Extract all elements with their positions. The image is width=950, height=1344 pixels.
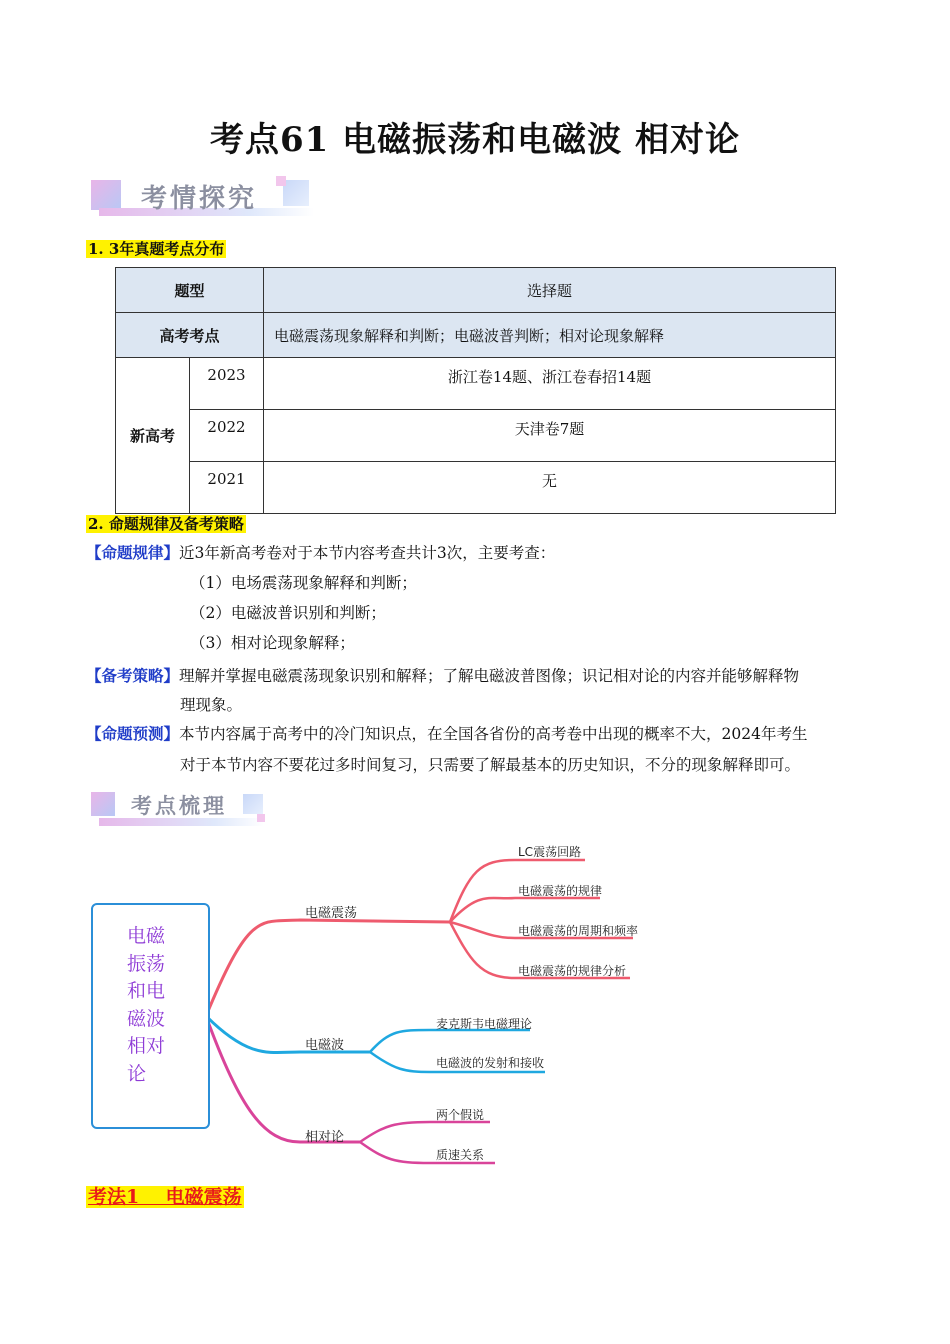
- exam-distribution-table: [115, 267, 836, 514]
- connector-leaf: [360, 1122, 490, 1142]
- banner-small-square: [257, 814, 265, 822]
- table-group-label: 新高考: [116, 358, 190, 514]
- method-heading: 考法1 电磁震荡: [88, 1186, 242, 1208]
- table-year: 2021: [190, 462, 264, 514]
- forecast-text-continued: 对于本节内容不要花过多时间复习，只需要了解最基本的历史知识，不分的现象解释即可。: [180, 756, 801, 774]
- table-year-value: 浙江卷14题、浙江卷春招14题: [264, 358, 836, 410]
- banner-square: [243, 794, 263, 814]
- strategy-text: 理解并掌握电磁震荡现象识别和解释；了解电磁波普图像；识记相对论的内容并能够解释物: [179, 667, 800, 685]
- rule-item: （1）电场震荡现象解释和判断；: [190, 574, 417, 592]
- table-points-label: 高考考点: [116, 313, 264, 358]
- central-node-label: 电磁振荡和电磁波相对论: [127, 925, 166, 1085]
- forecast-tag: 【命题预测】: [86, 724, 180, 743]
- section-banner-exam-analysis: [91, 178, 316, 218]
- page-title: 考点61 电磁振荡和电磁波 相对论: [210, 120, 740, 160]
- branch-label: 电磁震荡: [305, 906, 358, 921]
- leaf-label: 电磁波的发射和接收: [436, 1056, 545, 1070]
- table-year-value: 无: [264, 462, 836, 514]
- connector-electromagnetic-wave: [206, 1016, 370, 1053]
- leaf-label: 两个假说: [436, 1108, 485, 1122]
- leaf-label: 麦克斯韦电磁理论: [436, 1017, 533, 1031]
- branch-label: 电磁波: [305, 1038, 345, 1053]
- table-header-label: 题型: [116, 268, 264, 313]
- banner-decoration: [91, 792, 115, 816]
- table-year: 2023: [190, 358, 264, 410]
- table-points-value: 电磁震荡现象解释和判断；电磁波普判断；相对论现象解释: [264, 313, 836, 358]
- rule-tag: 【命题规律】: [86, 543, 180, 562]
- rule-item: （2）电磁波普识别和判断；: [190, 604, 386, 622]
- leaf-label: 电磁震荡的规律分析: [518, 964, 627, 978]
- table-year-value: 天津卷7题: [264, 410, 836, 462]
- banner-title: 考点梳理: [131, 794, 227, 818]
- banner-small-square: [276, 176, 286, 186]
- table-header-value: 选择题: [264, 268, 836, 313]
- leaf-label: 电磁震荡的周期和频率: [518, 924, 639, 938]
- strategy-paragraph: [86, 661, 886, 691]
- leaf-label: LC震荡回路: [518, 845, 582, 859]
- rule-paragraph: [86, 538, 876, 568]
- connector-electromagnetic-oscillation: [206, 920, 450, 1016]
- branch-label: 相对论: [305, 1130, 345, 1145]
- forecast-paragraph: [86, 719, 886, 749]
- strategy-tag: 【备考策略】: [86, 666, 180, 685]
- section-heading-distribution: 1. 3年真题考点分布: [88, 240, 225, 258]
- leaf-label: 质速关系: [436, 1148, 485, 1162]
- section-heading-strategy: 2. 命题规律及备考策略: [88, 515, 244, 533]
- rule-item: （3）相对论现象解释；: [190, 634, 355, 652]
- rule-text: 近3年新高考卷对于本节内容考查共计3次，主要考查：: [179, 544, 556, 562]
- banner-decoration: [91, 180, 121, 210]
- banner-square: [283, 180, 309, 206]
- section-banner-knowledge-map: [91, 790, 271, 830]
- banner-title: 考情探究: [141, 184, 258, 214]
- leaf-label: 电磁震荡的规律: [518, 884, 603, 898]
- connector-leaf: [450, 898, 600, 922]
- connector-leaf: [370, 1030, 530, 1052]
- table-year: 2022: [190, 410, 264, 462]
- mindmap-central-node: [91, 903, 210, 1129]
- strategy-text-continued: 理现象。: [180, 696, 243, 714]
- forecast-text: 本节内容属于高考中的冷门知识点，在全国各省份的高考卷中出现的概率不大，2024年考生: [179, 725, 808, 743]
